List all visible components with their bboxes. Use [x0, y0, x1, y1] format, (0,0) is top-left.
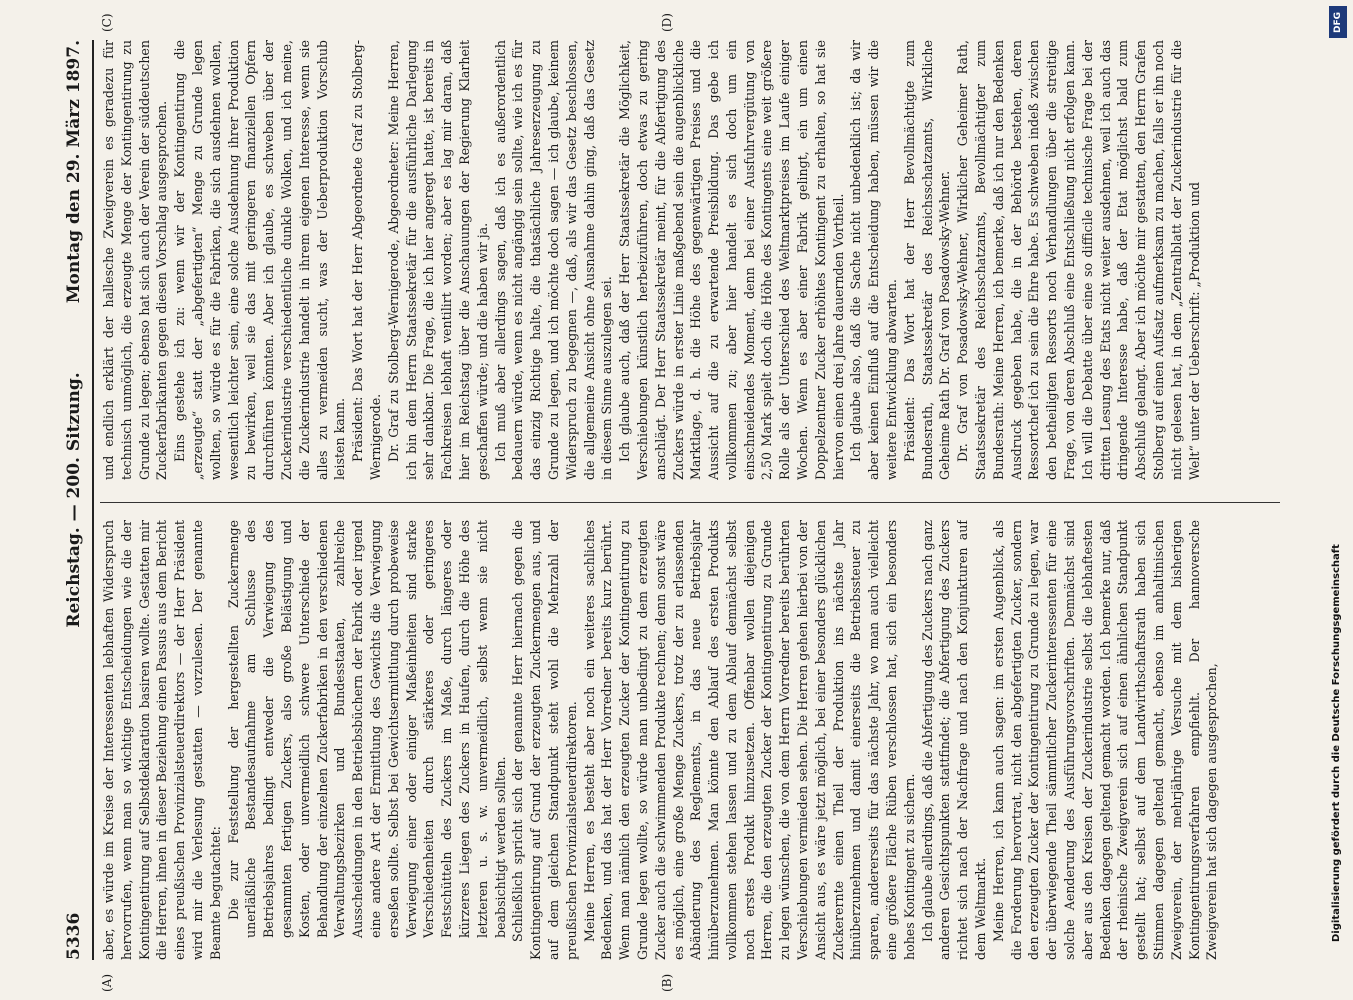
header-rule — [92, 40, 94, 960]
left-column — [100, 520, 1280, 960]
paragraph: Ich muß aber allerdings sagen, daß ich es außerordentlich bedauern würde, wenn es nicht angängig sein sollte, wie ich es für das einzig Richtige halte, die thatsächliche Jahreserzeugung zu Grunde zu legen, und ich möchte doch sagen — ich glaube, keinem Widerspruch zu begegnen —, daß, als wir das Gesetz beschlossen, die allgemeine Ansicht ohne Ausnahme dahin ging, daß das Gesetz in diesem Sinne auszulegen sei. — [492, 40, 615, 480]
page-header — [60, 40, 90, 960]
paragraph: aber, es würde im Kreise der Interessenten lebhaften Widerspruch hervorrufen, wenn man so wichtige Entscheidungen wie die der Kontingentirung auf Selbstdeklaration basiren wollte. Gestatten mir die Herren, ihnen in dieser Beziehung einen Passus aus dem Bericht eines preußischen Provinzialsteuerdirektors — der Herr Präsident wird mir die Verlesung gestatten — vorzulesen. Der genannte Beamte begutachtet: — [101, 520, 223, 960]
page-number: 5336 — [64, 912, 84, 960]
paragraph: Meine Herren, ich kann auch sagen: im ersten Augenblick, als die Forderung hervortrat, nicht den abgefertigten Zucker, sondern den erzeugten Zucker der Kontingentirung zu Grunde zu legen, war der überwiegende Theil sämmtlicher Zuckerinteressenten für eine solche Aenderung des Ausführungsvorschriften. Demnächst sind aber aus den Kreisen der Zuckerindustrie selbst die lebhaftesten Bedenken dagegen geltend gemacht worden. Ich bemerke nur, daß der rheinische Zweigverein sich auf einen ähnlichen Standpunkt gestellt hat; selbst auf dem Landwirthschaftsrath haben sich Stimmen dagegen geltend gemacht, ebenso im anhaltinischen Zweigverein, der mehrjährige Versuche mit dem bisherigen Kontingentirungsverfahren empfiehlt. Der hannoversche Zweigverein hat sich dagegen ausgesprochen, — [990, 520, 1220, 960]
paragraph: Ich glaube also, daß die Sache nicht unbedenklich ist; da wir aber keinen Einfluß auf die Entscheidung haben, müssen wir die weitere Entwicklung abwarten. — [848, 40, 900, 480]
paragraph: Dr. Graf zu Stolberg-Wernigerode, Abgeordneter: Meine Herren, ich bin dem Herrn Staatssekretär für die ausführliche Darlegung sehr dankbar. Die Frage, die ich hier angeregt hatte, ist bereits in Fachkreisen lebhaft ventilirt worden; aber es lag mir daran, daß hier im Reichstag über die Anschauungen der Regierung Klarheit geschaffen würde; und die haben wir ja. — [385, 40, 490, 480]
margin-marker-a: (A) — [100, 973, 114, 992]
paragraph: Meine Herren, es besteht aber noch ein weiteres sachliches Bedenken, und das hat der Herr Vorredner bereits kurz berührt. Wenn man nämlich den erzeugten Zucker der Kontingentirung zu Grunde legen wollte, so würde man unbedingt zu dem erzeugten Zucker auch die schwimmenden Produkte rechnen; denn sonst wäre es möglich, eine große Menge Zuckers, trotz der zu erlassenden Abänderung des Reglements, in das neue Betriebsjahr hinüberzunehmen. Man könnte den Ablauf des ersten Produkts vollkommen stehen lassen und zu dem Ablauf demnächst selbst noch erstes Produkt hinzusetzen. Offenbar wollen diejenigen Herren, die den erzeugten Zucker der Kontingentirung zu Grunde zu legen wünschen, die von dem Herrn Vorredner bereits berührten Verschiebungen vermieden sehen. Die Herren gehen hierbei von der Ansicht aus, es wäre jetzt möglich, bei einer besonders glücklichen Zuckerernte einen Theil der Produktion ins nächste Jahr hinüberzunehmen und damit einerseits die Betriebssteuer zu sparen, andererseits für das nächste Jahr, wo man auch vielleicht eine größere Fläche Rüben verschlossen hat, sich ein besonders hohes Kontingent zu sichern. — [581, 520, 917, 960]
paragraph: Eins gestehe ich zu: wenn wir der Kontingentirung die „erzeugte“ statt der „abgefertigten“ Menge zu Grunde legen wollten, so würde es für die Fabriken, die sich ausdehnen wollen, wesentlich leichter sein, eine solche Ausdehnung ihrer Produktion zu bewirken, weil sie das mit geringeren finanziellen Opfern durchführen könnten. Aber ich glaube, es schweben über der Zuckerindustrie verschiedentliche dunkle Wolken, und ich meine, die Zuckerindustrie handelt in ihrem eigenen Interesse, wenn sie alles zu vermeiden sucht, was der Ueberproduktion Vorschub leisten kann. — [172, 40, 348, 480]
paragraph: Ich glaube allerdings, daß die Abfertigung des Zuckers nach ganz anderen Gesichtspunkten stattfindet; die Abfertigung des Zuckers richtet sich nach der Nachfrage und nach den Konjunkturen auf dem Weltmarkt. — [919, 520, 989, 960]
paragraph: Präsident: Das Wort hat der Herr Abgeordnete Graf zu Stolberg-Wernigerode. — [350, 40, 383, 480]
session-title: Reichstag. — 200. Sitzung. — [64, 372, 84, 628]
margin-marker-b: (B) — [660, 973, 674, 992]
paragraph: Schließlich spricht sich der genannte Herr hiernach gegen die Kontingentirung auf Grund der erzeugten Zuckermengen aus, und auf dem gleichen Standpunkt steht wohl die Mehrzahl der preußischen Provinzialsteuerdirektoren. — [510, 520, 579, 960]
dfg-logo: DFG — [1329, 6, 1347, 38]
margin-marker-c: (C) — [100, 13, 114, 32]
paragraph: Präsident: Das Wort hat der Herr Bevollmächtigte zum Bundesrath, Staatssekretär des Reichsschatzamts, Wirkliche Geheime Rath Dr. Graf von Posadowsky-Wehner. — [901, 40, 953, 480]
margin-marker-d: (D) — [660, 13, 674, 32]
paragraph: Dr. Graf von Posadowsky-Wehner, Wirklicher Geheimer Rath, Staatssekretär des Reichsschatzamts, Bevollmächtigter zum Bundesrath: Meine Herren, ich bemerke, daß ich nur den Bedenken Ausdruck gegeben habe, die in der Behörde bestehen, deren Ressortchef ich zu sein die Ehre habe. Es schweben indeß zwischen den betheiligten Ressorts noch Verhandlungen über die streitige Frage, von deren Abschluß eine Entschließung nicht erfolgen kann. Ich will die Debatte über eine so difficile technische Frage bei der dritten Lesung des Etats nicht weiter ausdehnen, weil ich auch das dringende Interesse habe, daß der Etat möglichst bald zum Abschluß gelangt. Aber ich möchte mir gestatten, den Herrn Grafen Stolberg auf einen Aufsatz aufmerksam zu machen, falls er ihn noch nicht gelesen hat, in dem „Zentralblatt der Zuckerindustrie für die Welt“ unter der Ueberschrift: „Produktion und — [955, 40, 1202, 480]
paragraph: Die zur Feststellung der hergestellten Zuckermenge unerläßliche Bestandesaufnahme am Schlusse des Betriebsjahres bedingt entweder die Verwiegung des gesammten fertigen Zuckers, also große Belästigung und Kosten, oder unvermeidlich schwere Unterschiede der Behandlung der einzelnen Zuckerfabriken in den verschiedenen Verwaltungsbezirken und Bundesstaaten, zahlreiche Ausscheidungen in den Betriebsbüchern der Fabrik oder irgend eine andere Art der Ermittlung des Gewichts die Verwiegung erseßen sollte. Selbst bei Gewichtsermittlung durch probeweise Verwiegung einer oder einiger Maßeinheiten sind starke Verschiedenheiten durch stärkeres oder geringeres Festschütteln des Zuckers im Maße, durch längeres oder kürzeres Liegen des Zuckers in Haufen, durch die Höhe des letzteren u. s. w. unvermeidlich, selbst wenn sie nicht beabsichtigt werden sollten. — [225, 520, 508, 938]
digitization-note: Digitalisierung gefördert durch die Deutsche Forschungsgemeinschaft — [1331, 544, 1342, 942]
column-separator — [100, 502, 1280, 503]
paragraph: Ich glaube auch, daß der Herr Staatssekretär die Möglichkeit, Verschiebungen künstlich herbeizuführen, doch etwas zu gering anschlägt. Der Herr Staatssekretär meint, für die Abfertigung des Zuckers würde in erster Linie maßgebend sein die augenblickliche Marktlage, d. h. die Höhe des gegenwärtigen Preises und die Aussicht auf die zu erwartende Preisbildung. Das gebe ich vollkommen zu; aber hier handelt es sich doch um ein einschneidendes Moment, denn bei einer Ausfuhrvergütung von 2,50 Mark spielt doch die Höhe des Kontingents eine weit größere Rolle als der Unterschied des Weltmarktpreises im Laufe einiger Wochen. Wenn es aber einer Fabrik gelingt, ein um einen Doppelzentner Zucker erhöhtes Kontingent zu erhalten, so hat sie hiervon einen drei Jahre dauernden Vortheil. — [617, 40, 846, 480]
right-column — [100, 40, 1280, 480]
paragraph: und endlich erklärt der hallesche Zweigverein es geradezu für technisch unmöglich, die erzeugte Menge der Kontingentirung zu Grunde zu legen; ebenso hat sich auch der Verein der süddeutschen Zuckerfabrikanten gegen diesen Vorschlag ausgesprochen. — [101, 40, 170, 480]
session-date: Montag den 29. März 1897. — [64, 40, 84, 304]
